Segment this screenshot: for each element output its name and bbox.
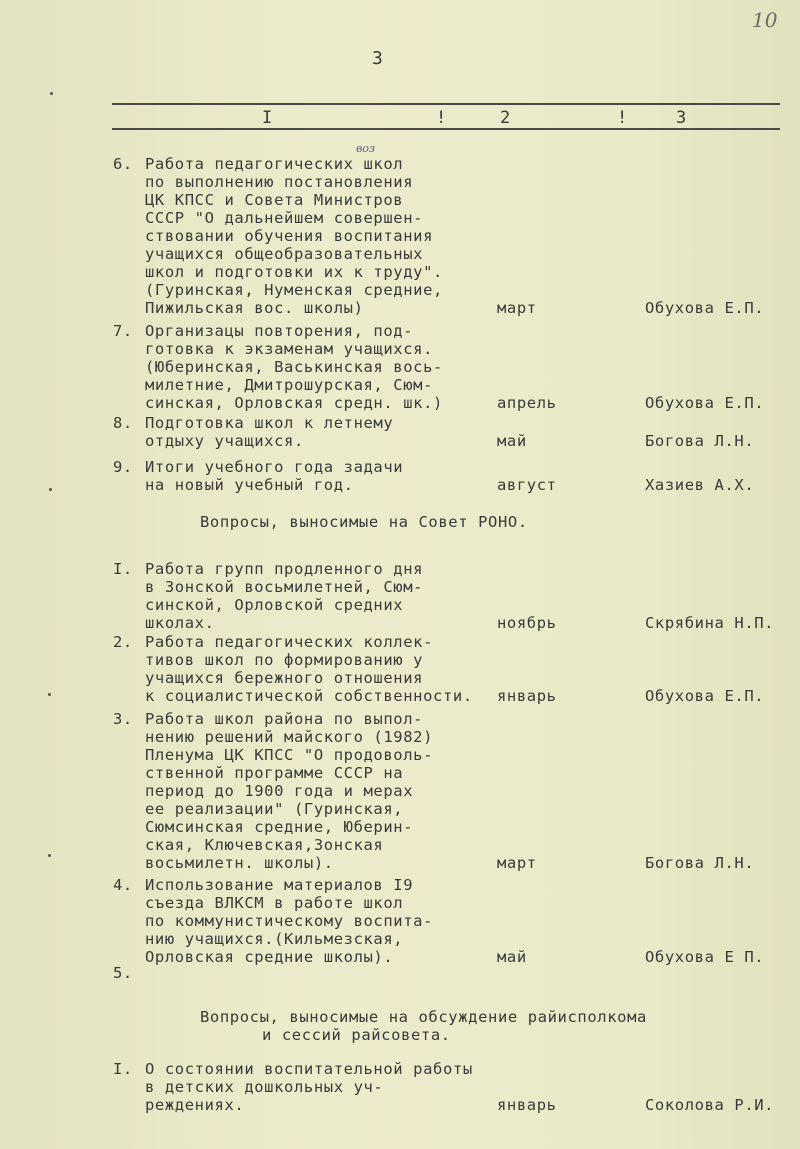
- table-header-bottom-rule: [112, 128, 780, 130]
- item-text-line: Орловская средние школы).: [145, 948, 394, 966]
- item-text-line: Пижильская вос. школы): [145, 299, 364, 317]
- item-text-line: синская, Орловская средн. шк.): [145, 394, 443, 412]
- item-text-line: ская, Ключевская,Зонская: [145, 836, 384, 854]
- item-text-line: Работа педагогических коллек-: [145, 633, 434, 651]
- column-header-2: 2: [500, 108, 511, 128]
- item-responsible: Обухова Е.П.: [645, 687, 765, 705]
- item-responsible: Богова Л.Н.: [645, 854, 755, 872]
- item-month: январь: [497, 687, 557, 705]
- item-number: 7.: [113, 322, 133, 340]
- table-header-top-rule: [112, 103, 780, 105]
- item-text-line: тивов школ по формированию у: [145, 651, 424, 669]
- punch-mark: [50, 92, 53, 95]
- item-text-line: Организацы повторения, под-: [145, 322, 414, 340]
- page-number: 3: [372, 48, 383, 69]
- item-month: январь: [497, 1096, 557, 1114]
- item-month: ноябрь: [497, 614, 557, 632]
- item-month: май: [497, 948, 527, 966]
- item-responsible: Хазиев А.Х.: [645, 476, 755, 494]
- item-text-line: нию учащихся.(Кильмезская,: [145, 930, 404, 948]
- item-text-line: ственной программе СССР на: [145, 764, 404, 782]
- item-text-line: милетние, Дмитрошурская, Сюм-: [145, 376, 434, 394]
- item-text-line: О состоянии воспитательной работы: [145, 1060, 473, 1078]
- item-text-line: период до 1900 года и мерах: [145, 782, 414, 800]
- item-month: март: [497, 299, 537, 317]
- item-responsible: Скрябина Н.П.: [645, 614, 775, 632]
- item-number: 2.: [113, 633, 133, 651]
- item-month: август: [497, 476, 557, 494]
- item-number: 5.: [113, 964, 133, 982]
- section-heading-raiispolkom: Вопросы, выносимые на обсуждение райисполкома: [200, 1008, 647, 1026]
- item-text-line: готовка к экзаменам учащихся.: [145, 340, 434, 358]
- column-separator: !: [617, 108, 628, 128]
- item-text-line: восьмилетн. школы).: [145, 854, 334, 872]
- item-text-line: реждениях.: [145, 1096, 245, 1114]
- item-number: 8.: [113, 414, 133, 432]
- item-text-line: Работа педагогических школ: [145, 155, 404, 173]
- item-text-line: Сюмсинская средние, Юберин-: [145, 818, 414, 836]
- item-text-line: в детских дошкольных уч-: [145, 1078, 384, 1096]
- item-number: 6.: [113, 155, 133, 173]
- item-responsible: Обухова Е П.: [645, 948, 765, 966]
- punch-mark: [48, 693, 51, 696]
- item-text-line: Итоги учебного года задачи: [145, 458, 404, 476]
- item-text-line: на новый учебный год.: [145, 476, 354, 494]
- item-text-line: школ и подготовки их к труду".: [145, 263, 443, 281]
- item-text-line: Пленума ЦК КПСС "О продоволь-: [145, 746, 434, 764]
- column-header-1: I: [262, 108, 273, 128]
- section-heading-rono: Вопросы, выносимые на Совет РОНО.: [200, 513, 528, 531]
- item-number: 3.: [113, 710, 133, 728]
- item-text-line: по коммунистическому воспита-: [145, 912, 434, 930]
- item-text-line: школах.: [145, 614, 215, 632]
- item-text-line: синской, Орловской средних: [145, 596, 404, 614]
- item-text-line: СССР "О дальнейшем совершен-: [145, 209, 424, 227]
- item-text-line: отдыху учащихся.: [145, 432, 304, 450]
- item-text-line: съезда ВЛКСМ в работе школ: [145, 894, 404, 912]
- item-number: 4.: [113, 876, 133, 894]
- item-month: май: [497, 432, 527, 450]
- item-month: март: [497, 854, 537, 872]
- handwritten-insertion: воз: [356, 142, 376, 155]
- item-responsible: Обухова Е.П.: [645, 394, 765, 412]
- item-responsible: Обухова Е.П.: [645, 299, 765, 317]
- item-text-line: к социалистической собственности.: [145, 687, 473, 705]
- item-text-line: нению решений майского (1982): [145, 728, 434, 746]
- item-text-line: Использование материалов I9: [145, 876, 414, 894]
- item-responsible: Соколова Р.И.: [645, 1096, 775, 1114]
- item-number: I.: [113, 1060, 133, 1078]
- item-text-line: учащихся бережного отношения: [145, 669, 424, 687]
- column-header-3: 3: [676, 108, 687, 128]
- item-text-line: Работа школ района по выпол-: [145, 710, 424, 728]
- punch-mark: [49, 488, 52, 491]
- item-number: 9.: [113, 458, 133, 476]
- item-text-line: (Юберинская, Васькинская вось-: [145, 358, 443, 376]
- item-responsible: Богова Л.Н.: [645, 432, 755, 450]
- item-number: I.: [113, 560, 133, 578]
- item-text-line: в Зонской восьмилетней, Сюм-: [145, 578, 424, 596]
- item-text-line: по выполнению постановления: [145, 173, 414, 191]
- item-text-line: учащихся общеобразовательных: [145, 245, 424, 263]
- section-heading-raiispolkom-line2: и сессий райсовета.: [262, 1026, 451, 1044]
- item-text-line: ее реализации" (Гуринская,: [145, 800, 404, 818]
- item-text-line: Работа групп продленного дня: [145, 560, 424, 578]
- archive-sheet-number: 10: [752, 8, 778, 32]
- punch-mark: [48, 854, 51, 857]
- item-text-line: (Гуринская, Нуменская средние,: [145, 281, 443, 299]
- item-text-line: ЦК КПСС и Совета Министров: [145, 191, 404, 209]
- item-text-line: Подготовка школ к летнему: [145, 414, 394, 432]
- item-month: апрель: [497, 394, 557, 412]
- column-separator: !: [436, 108, 447, 128]
- item-text-line: ствовании обучения воспитания: [145, 227, 434, 245]
